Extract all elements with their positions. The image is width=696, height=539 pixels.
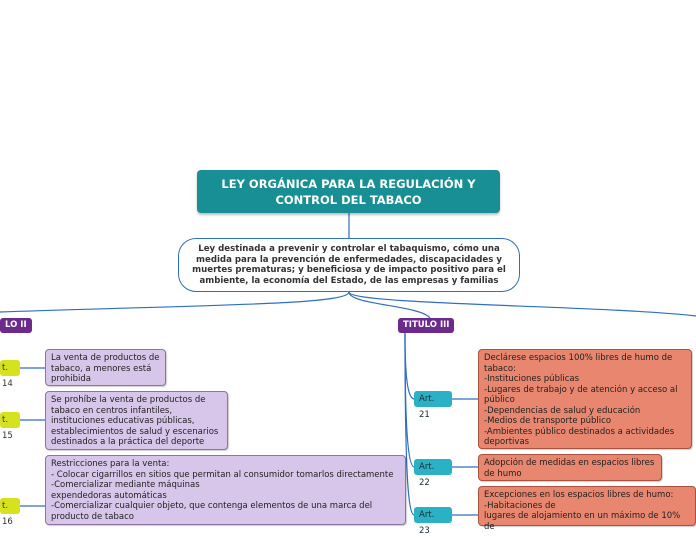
left-art-15[interactable]: t. 15 xyxy=(0,412,20,428)
link-desc-left xyxy=(0,292,349,312)
right-art-21-text[interactable]: Declárese espacios 100% libres de humo de tabaco: -Instituciones públicas -Lugares de trabajo y de atención y acceso al público -Dependencias de salud y educación -Medios de transporte público -Ambientes público destinados a actividades deportivas xyxy=(478,349,692,449)
left-art-16-text[interactable]: Restricciones para la venta: - Colocar cigarrillos en sitios que permitan al consumidor tomarlos directamente -Comercializar mediante máquinas expendedoras automáticas -Comercializar cualquier objeto, que contenga elementos de una marca del producto de tabaco xyxy=(45,455,406,525)
right-art-22[interactable]: Art. 22 xyxy=(414,459,452,475)
right-art-22-text[interactable]: Adopción de medidas en espacios libres de humo xyxy=(478,454,662,481)
left-art-14[interactable]: t. 14 xyxy=(0,360,20,376)
left-art-14-text[interactable]: La venta de productos de tabaco, a menores está prohibida xyxy=(45,349,166,386)
left-art-15-text[interactable]: Se prohíbe la venta de productos de tabaco en centros infantiles, instituciones educativas públicas, establecimientos de salud y escenarios destinados a la práctica del deporte xyxy=(45,391,228,450)
main-title[interactable]: LEY ORGÁNICA PARA LA REGULACIÓN Y CONTROL DEL TABACO xyxy=(197,170,500,213)
left-art-16[interactable]: t. 16 xyxy=(0,498,20,514)
right-branch-tag[interactable]: TITULO III xyxy=(398,318,454,333)
link-tag-art21 xyxy=(405,333,414,399)
link-desc-right xyxy=(349,292,430,318)
right-art-23-text[interactable]: Excepciones en los espacios libres de humo: -Habitaciones de lugares de alojamiento en un máximo de 10% de xyxy=(478,486,696,526)
link-desc-far-right xyxy=(349,292,696,316)
left-branch-tag[interactable]: LO II xyxy=(0,318,32,333)
right-art-21[interactable]: Art. 21 xyxy=(414,391,452,407)
right-art-23[interactable]: Art. 23 xyxy=(414,507,452,523)
law-description[interactable]: Ley destinada a prevenir y controlar el tabaquismo, cómo una medida para la prevención de enfermedades, discapacidades y muertes prematuras; y beneficiosa y de impacto positivo para el ambiente, la economía del Estado, de las empresas y familias xyxy=(178,238,520,292)
